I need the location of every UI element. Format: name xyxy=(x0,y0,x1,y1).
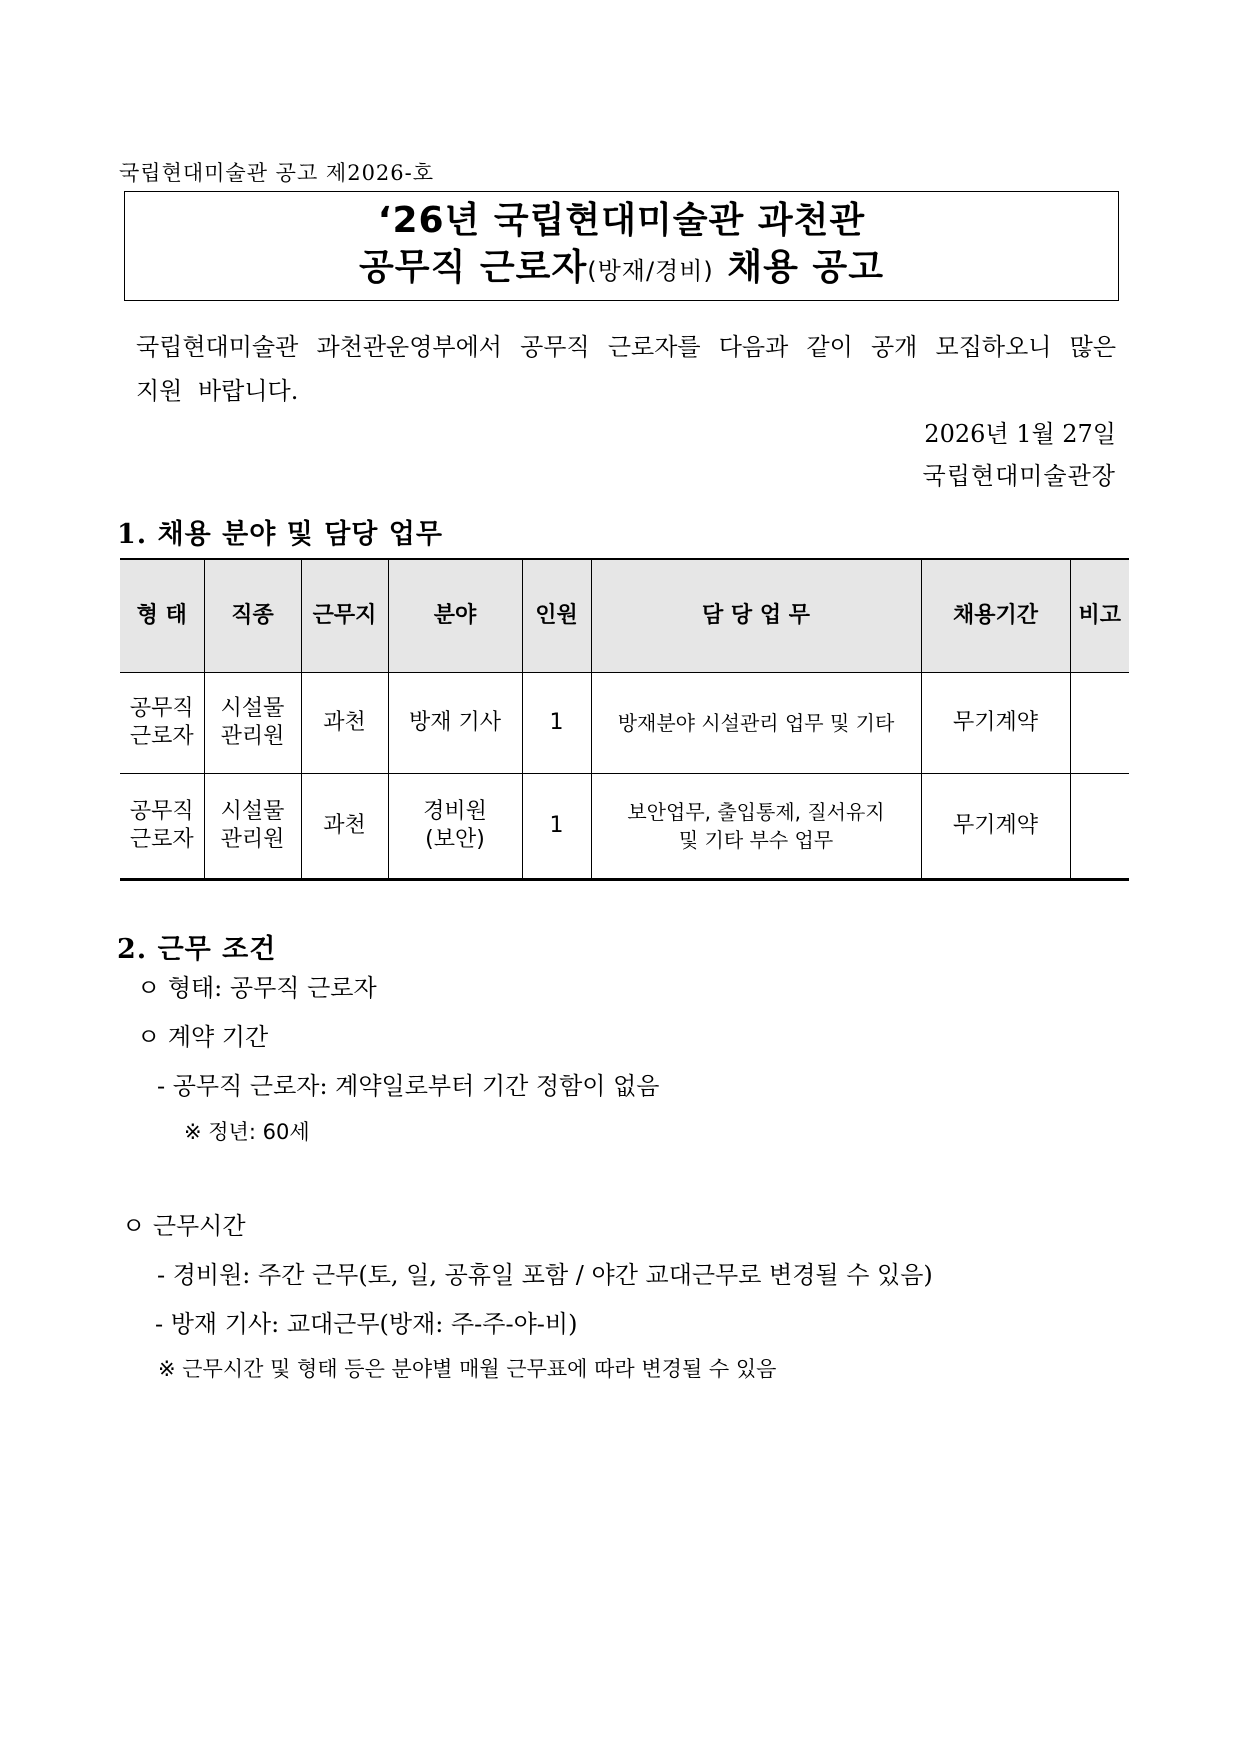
cell-place: 과천 xyxy=(301,774,388,880)
table-header-row xyxy=(120,559,1129,673)
cell-duty: 보안업무, 출입통제, 질서유지 및 기타 부수 업무 xyxy=(591,774,921,880)
recruitment-table xyxy=(120,558,1129,881)
table-row xyxy=(120,673,1129,774)
condition-hours-guard: - 경비원: 주간 근무(토, 일, 공휴일 포함 / 야간 교대근무로 변경될 수 있음) xyxy=(157,1261,933,1289)
title-line-2 xyxy=(125,244,1118,295)
condition-contract-period: ㅇ 계약 기간 xyxy=(137,1023,269,1051)
condition-retirement-note: ※ 정년: 60세 xyxy=(184,1120,310,1144)
title-end-text: 채용 공고 xyxy=(713,247,884,288)
header-place: 근무지 xyxy=(301,559,388,673)
header-type: 형 태 xyxy=(120,559,204,673)
cell-duty: 방재분야 시설관리 업무 및 기타 xyxy=(591,673,921,774)
cell-period: 무기계약 xyxy=(921,774,1070,880)
cell-place: 과천 xyxy=(301,673,388,774)
header-duty: 담 당 업 무 xyxy=(591,559,921,673)
section-1-title: 1. 채용 분야 및 담당 업무 xyxy=(117,519,443,550)
cell-count: 1 xyxy=(522,673,591,774)
title-box xyxy=(124,191,1119,301)
cell-job: 시설물 관리원 xyxy=(204,774,301,880)
issuer-name: 국립현대미술관장 xyxy=(922,462,1116,490)
table-row xyxy=(120,774,1129,880)
title-main-text: 공무직 근로자 xyxy=(359,247,588,288)
intro-paragraph: 국립현대미술관 과천관운영부에서 공무직 근로자를 다음과 같이 공개 모집하오니 많은 지원 바랍니다. xyxy=(136,333,1116,405)
cell-job: 시설물 관리원 xyxy=(204,673,301,774)
header-field: 분야 xyxy=(388,559,522,673)
notice-number: 국립현대미술관 공고 제2026-호 xyxy=(119,161,435,185)
cell-note xyxy=(1070,774,1129,880)
title-line-1: ‘26년 국립현대미술관 과천관 xyxy=(377,200,866,241)
cell-field: 방재 기사 xyxy=(388,673,522,774)
cell-type: 공무직 근로자 xyxy=(120,774,204,880)
header-count: 인원 xyxy=(522,559,591,673)
header-note: 비고 xyxy=(1070,559,1129,673)
header-period: 채용기간 xyxy=(921,559,1070,673)
cell-count: 1 xyxy=(522,774,591,880)
title-sub-text: (방재/경비) xyxy=(587,257,714,285)
condition-hours-note: ※ 근무시간 및 형태 등은 분야별 매월 근무표에 따라 변경될 수 있음 xyxy=(158,1357,777,1381)
notice-date: 2026년 1월 27일 xyxy=(924,420,1116,448)
condition-form: ㅇ 형태: 공무직 근로자 xyxy=(137,974,377,1002)
cell-period: 무기계약 xyxy=(921,673,1070,774)
cell-type: 공무직 근로자 xyxy=(120,673,204,774)
cell-field: 경비원 (보안) xyxy=(388,774,522,880)
condition-contract-detail: - 공무직 근로자: 계약일로부터 기간 정함이 없음 xyxy=(157,1072,660,1100)
cell-note xyxy=(1070,673,1129,774)
condition-hours: ㅇ 근무시간 xyxy=(122,1212,246,1240)
section-2-title: 2. 근무 조건 xyxy=(117,934,277,965)
condition-hours-fire: - 방재 기사: 교대근무(방재: 주-주-야-비) xyxy=(155,1310,578,1338)
header-job: 직종 xyxy=(204,559,301,673)
